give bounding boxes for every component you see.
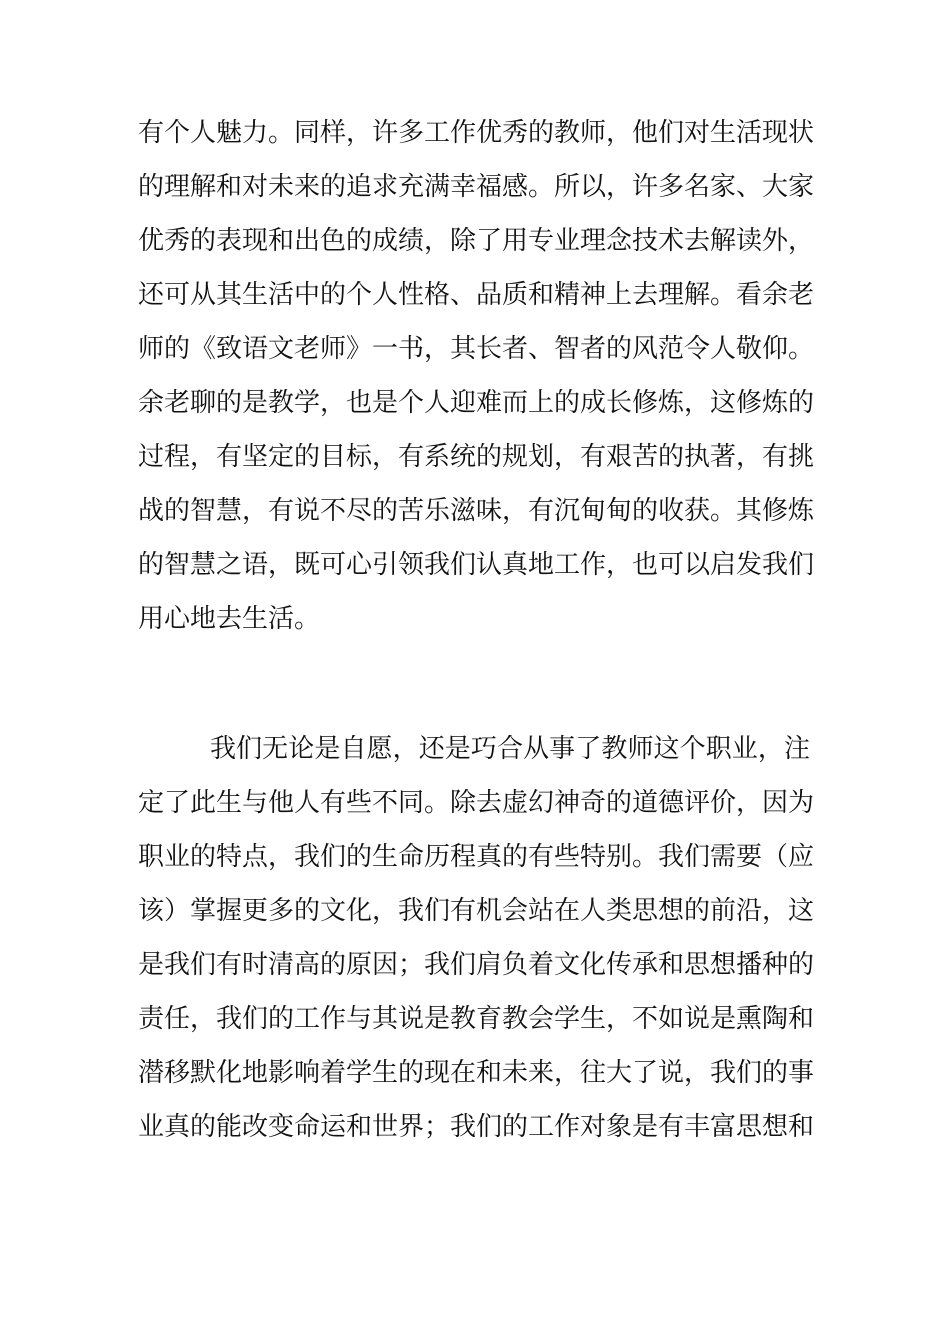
paragraph-line: 优秀的表现和出色的成绩，除了用专业理念技术去解读外， [138,226,815,256]
paragraph-line: 潜移默化地影响着学生的现在和未来，往大了说，我们的事 [138,1058,815,1088]
paragraph-line: 过程，有坚定的目标，有系统的规划，有艰苦的执著，有挑 [138,442,815,472]
paragraph-line: 师的《致语文老师》一书，其长者、智者的风范令人敬仰。 [138,334,815,364]
paragraph-line: 还可从其生活中的个人性格、品质和精神上去理解。看余老 [138,280,815,310]
paragraph-line: 职业的特点，我们的生命历程真的有些特别。我们需要（应 [138,842,815,872]
paragraph-2 [138,722,815,1154]
paragraph-line: 定了此生与他人有些不同。除去虚幻神奇的道德评价，因为 [138,788,815,818]
paragraph-line: 是我们有时清高的原因；我们肩负着文化传承和思想播种的 [138,950,815,980]
paragraph-line: 有个人魅力。同样，许多工作优秀的教师，他们对生活现状 [138,118,815,148]
paragraph-line: 的智慧之语，既可心引领我们认真地工作，也可以启发我们 [138,550,815,580]
paragraph-line: 我们无论是自愿，还是巧合从事了教师这个职业，注 [210,734,810,764]
paragraph-line: 战的智慧，有说不尽的苦乐滋味，有沉甸甸的收获。其修炼 [138,496,815,526]
paragraph-line: 的理解和对未来的追求充满幸福感。所以，许多名家、大家 [138,172,815,202]
paragraph-line: 业真的能改变命运和世界；我们的工作对象是有丰富思想和 [138,1112,815,1142]
paragraph-line: 责任，我们的工作与其说是教育教会学生，不如说是熏陶和 [138,1004,815,1034]
paragraph-line: 余老聊的是教学，也是个人迎难而上的成长修炼，这修炼的 [138,388,815,418]
paragraph-1 [138,106,815,646]
paragraph-line: 该）掌握更多的文化，我们有机会站在人类思想的前沿，这 [138,896,815,926]
paragraph-line: 用心地去生活。 [138,604,321,634]
